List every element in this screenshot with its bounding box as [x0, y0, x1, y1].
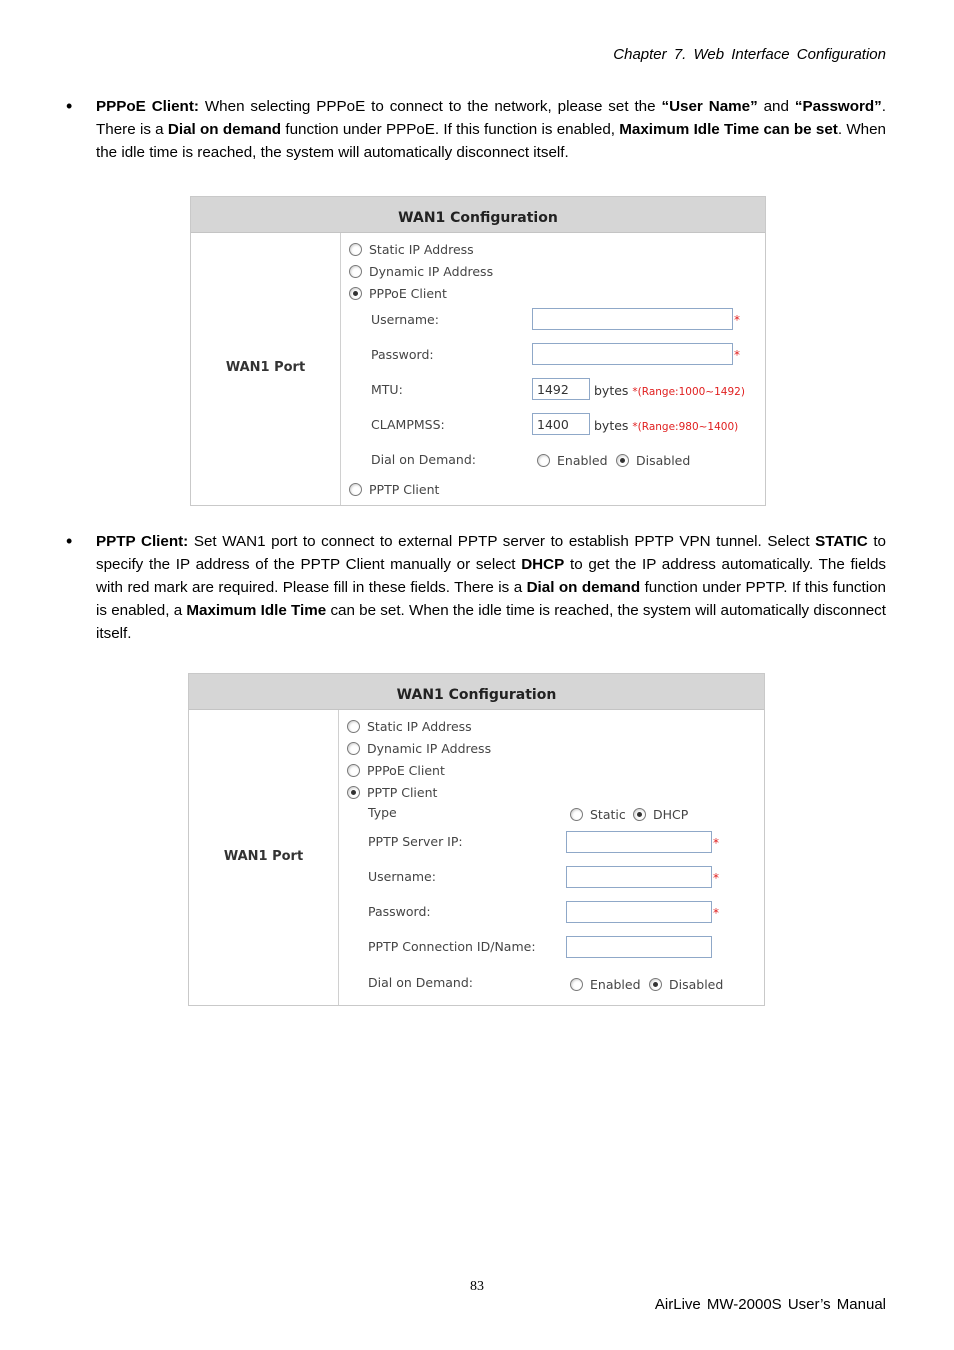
radio-icon[interactable]: [537, 454, 550, 467]
range-hint: *(Range:980~1400): [632, 421, 739, 433]
mtu-input[interactable]: 1492: [532, 378, 590, 400]
dial-disabled-option[interactable]: [649, 976, 723, 992]
radio-icon[interactable]: [570, 808, 583, 821]
option-pptp-client[interactable]: [347, 784, 437, 800]
term-pppoe-client: PPPoE Client:: [96, 98, 199, 115]
term-password: “Password”: [794, 98, 882, 115]
password-label: Password:: [368, 904, 431, 919]
option-label: PPPoE Client: [367, 763, 445, 778]
radio-icon[interactable]: [349, 265, 362, 278]
pptp-paragraph: [96, 530, 886, 645]
type-dhcp-option[interactable]: [633, 806, 688, 822]
range-hint: *(Range:1000~1492): [632, 386, 745, 398]
mtu-unit: [594, 383, 745, 398]
port-column: [189, 710, 339, 1005]
radio-selected-icon[interactable]: [347, 786, 360, 799]
manual-footer: AirLive MW-2000S User’s Manual: [654, 1296, 886, 1313]
option-static-ip[interactable]: [347, 718, 472, 734]
radio-selected-icon[interactable]: [616, 454, 629, 467]
option-label: Enabled: [590, 977, 641, 992]
chapter-header: Chapter 7. Web Interface Configuration: [613, 46, 886, 63]
dial-disabled-option[interactable]: [616, 452, 690, 468]
radio-icon[interactable]: [347, 764, 360, 777]
pppoe-paragraph: [96, 95, 886, 164]
term-max-idle-time: Maximum Idle Time: [186, 602, 327, 619]
option-label: Disabled: [636, 453, 691, 468]
clampmss-label: CLAMPMSS:: [371, 417, 445, 432]
wan1-port-label: WAN1 Port: [225, 360, 306, 375]
option-pptp-client[interactable]: [349, 481, 439, 497]
required-mark: *: [734, 313, 740, 327]
password-input[interactable]: [566, 901, 712, 923]
radio-icon[interactable]: [349, 483, 362, 496]
option-dynamic-ip[interactable]: [347, 740, 491, 756]
term-max-idle-time: Maximum Idle Time can be set: [619, 121, 838, 138]
dial-enabled-option[interactable]: [570, 976, 641, 992]
radio-selected-icon[interactable]: [633, 808, 646, 821]
text-run: . When the idle time is reached, the system will automatically disconnect itself.: [96, 121, 887, 161]
dial-on-demand-label: Dial on Demand:: [371, 452, 476, 467]
term-dhcp: DHCP: [521, 556, 565, 573]
connection-id-label: PPTP Connection ID/Name:: [368, 939, 536, 954]
port-column: [191, 233, 341, 505]
radio-selected-icon[interactable]: [649, 978, 662, 991]
mtu-label: MTU:: [371, 382, 403, 397]
text-run: can be set. When the idle time is reached, the system will automatically disconnect itself.: [96, 602, 886, 642]
clampmss-unit: [594, 418, 738, 433]
bullet-marker: •: [66, 531, 73, 551]
dial-enabled-option[interactable]: [537, 452, 608, 468]
option-label: Static: [590, 807, 626, 822]
dial-on-demand-label: Dial on Demand:: [368, 975, 473, 990]
radio-icon[interactable]: [347, 720, 360, 733]
clampmss-input[interactable]: 1400: [532, 413, 590, 435]
required-mark: *: [713, 871, 719, 885]
term-dial-on-demand: Dial on demand: [167, 121, 282, 138]
term-user-name: “User Name”: [661, 98, 758, 115]
required-mark: *: [713, 906, 719, 920]
type-label: Type: [368, 805, 397, 820]
radio-selected-icon[interactable]: [349, 287, 362, 300]
type-static-option[interactable]: [570, 806, 626, 822]
wan1-config-pptp-panel: [188, 673, 765, 1006]
unit-text: bytes: [594, 418, 629, 433]
option-label: Static IP Address: [369, 242, 474, 257]
text-run: to get the IP address automatically. The fields with red mark are required. Please fill in these fields. There is a: [96, 556, 886, 596]
option-pppoe-client[interactable]: [347, 762, 445, 778]
username-label: Username:: [368, 869, 436, 884]
text-run: function under PPPoE. If this function is enabled,: [281, 121, 620, 138]
radio-icon[interactable]: [570, 978, 583, 991]
term-pptp-client: PPTP Client:: [96, 533, 189, 550]
text-run: Set WAN1 port to connect to external PPTP server to establish PPTP VPN tunnel. Select: [188, 533, 816, 550]
bullet-marker: •: [66, 96, 73, 116]
option-pppoe-client[interactable]: [349, 285, 447, 301]
pptp-description: [66, 530, 886, 645]
option-static-ip[interactable]: [349, 241, 474, 257]
option-dynamic-ip[interactable]: [349, 263, 493, 279]
username-input[interactable]: [566, 866, 712, 888]
option-label: Disabled: [669, 977, 724, 992]
text-run: . There is a: [96, 98, 887, 138]
username-label: Username:: [371, 312, 439, 327]
text-run: to specify the IP address of the PPTP Client manually or select: [96, 533, 887, 573]
option-label: PPPoE Client: [369, 286, 447, 301]
password-input[interactable]: [532, 343, 733, 365]
option-label: Dynamic IP Address: [369, 264, 494, 279]
option-label: PPTP Client: [369, 482, 440, 497]
text-run: When selecting PPPoE to connect to the network, please set the: [198, 98, 662, 115]
pptp-server-ip-label: PPTP Server IP:: [368, 834, 463, 849]
panel-title: WAN1 Configuration: [189, 674, 764, 710]
option-label: PPTP Client: [367, 785, 438, 800]
option-label: Static IP Address: [367, 719, 472, 734]
required-mark: *: [734, 348, 740, 362]
panel-title: WAN1 Configuration: [191, 197, 765, 233]
wan1-config-pppoe-panel: [190, 196, 766, 506]
password-label: Password:: [371, 347, 434, 362]
option-label: DHCP: [653, 807, 689, 822]
connection-id-input[interactable]: [566, 936, 712, 958]
required-mark: *: [713, 836, 719, 850]
text-run: and: [757, 98, 795, 115]
option-label: Enabled: [557, 453, 608, 468]
term-dial-on-demand: Dial on demand: [526, 579, 641, 596]
radio-icon[interactable]: [347, 742, 360, 755]
pptp-server-ip-input[interactable]: [566, 831, 712, 853]
username-input[interactable]: [532, 308, 733, 330]
radio-icon[interactable]: [349, 243, 362, 256]
term-static: STATIC: [815, 533, 868, 550]
unit-text: bytes: [594, 383, 629, 398]
page-number: 83: [470, 1279, 484, 1294]
pppoe-description: [66, 95, 886, 164]
wan1-port-label: WAN1 Port: [223, 849, 304, 864]
option-label: Dynamic IP Address: [367, 741, 492, 756]
text-run: function under PPTP. If this function is enabled, a: [96, 579, 887, 619]
